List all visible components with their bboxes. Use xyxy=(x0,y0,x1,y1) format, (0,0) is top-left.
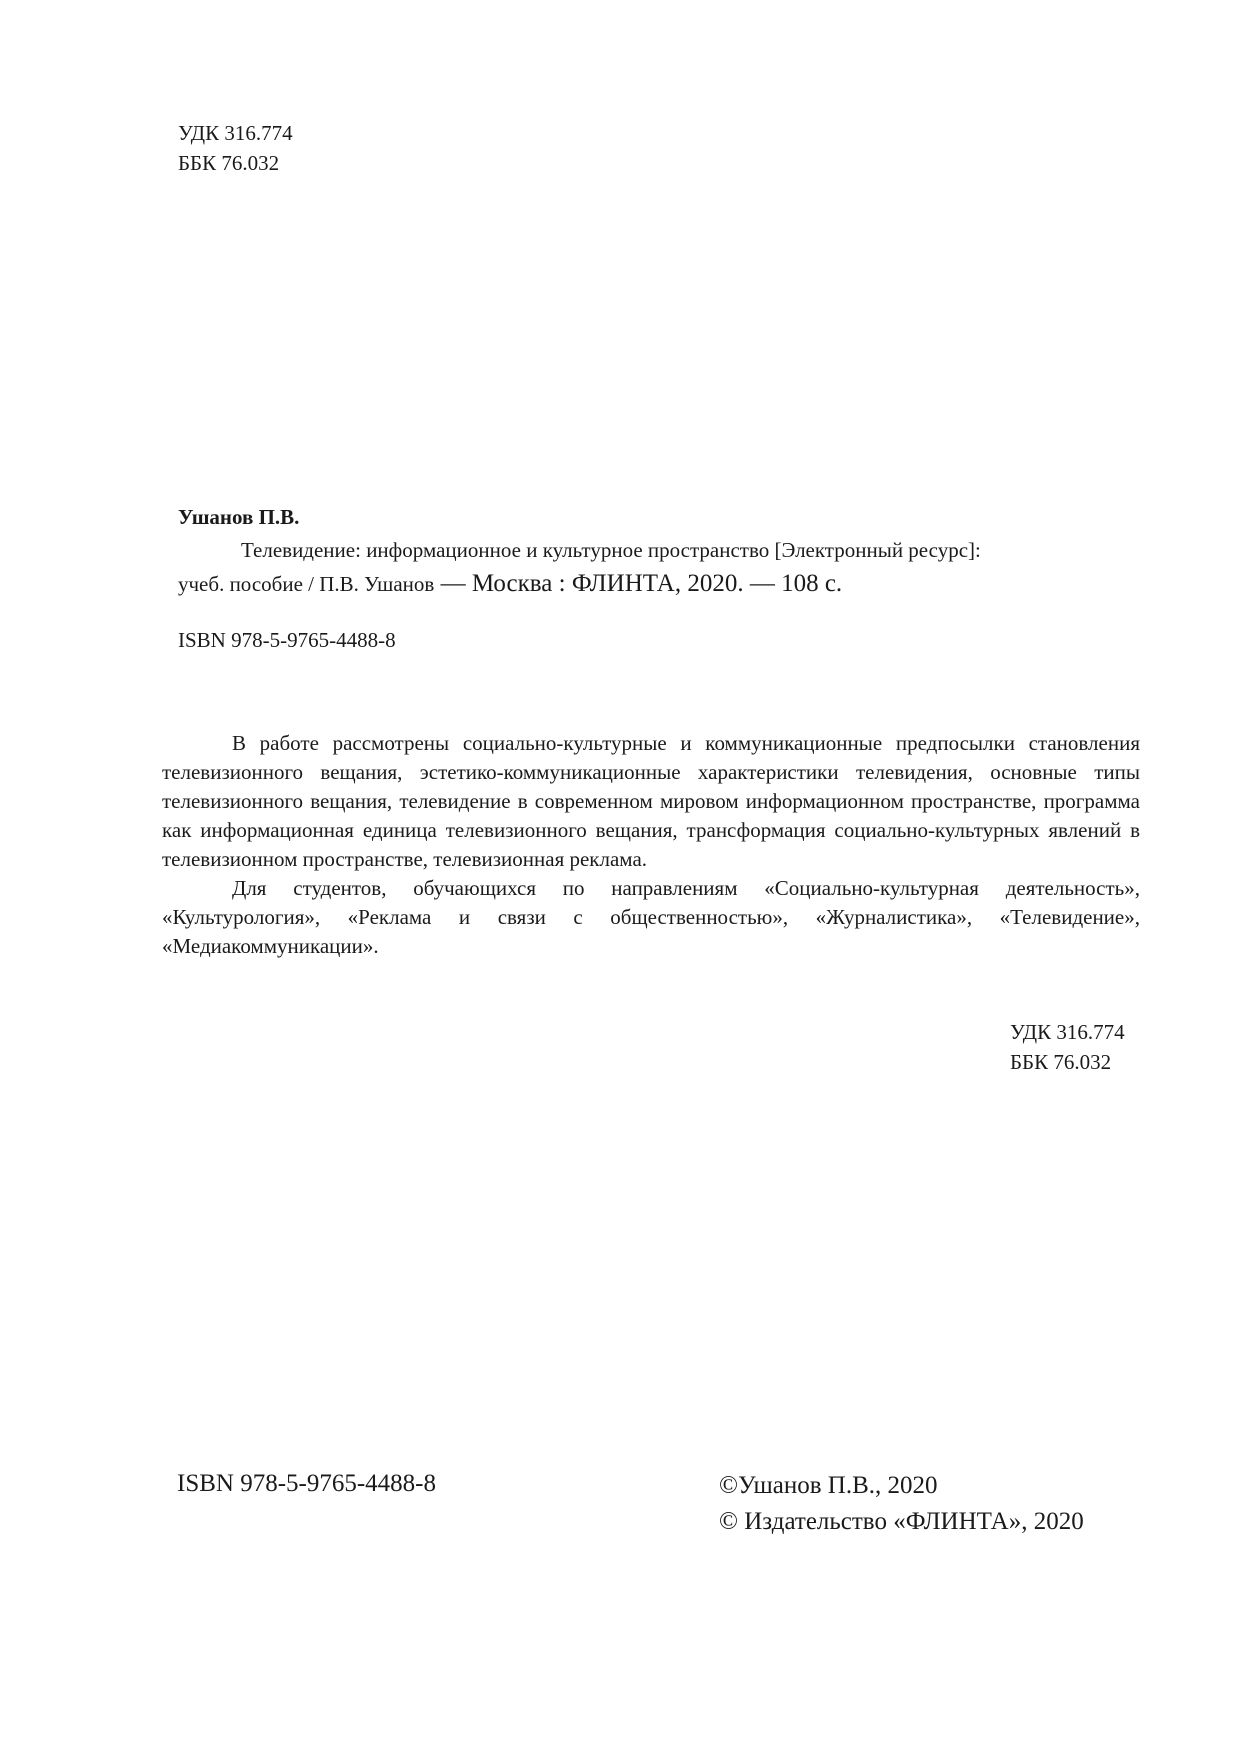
publication-line xyxy=(178,567,1140,601)
udk-code: УДК 316.774 xyxy=(178,121,293,145)
bibliographic-description xyxy=(178,533,1140,601)
publication-imprint: — Москва : ФЛИНТА, 2020. — 108 с. xyxy=(434,570,843,597)
author-name: Ушанов П.В. xyxy=(178,505,300,529)
title-line: Телевидение: информационное и культурное пространство [Электронный ресурс]: xyxy=(241,538,981,562)
publication-type: учеб. пособие / П.В. Ушанов xyxy=(178,572,435,596)
bbk-code-right: ББК 76.032 xyxy=(1010,1050,1112,1074)
copyright-author: ©Ушанов П.В., 2020 xyxy=(719,1472,938,1499)
top-classification xyxy=(178,118,293,178)
copyright-publisher: © Издательство «ФЛИНТА», 2020 xyxy=(719,1508,1084,1535)
bbk-code: ББК 76.032 xyxy=(178,151,280,175)
isbn-footer: ISBN 978-5-9765-4488-8 xyxy=(177,1470,437,1497)
isbn-record: ISBN 978-5-9765-4488-8 xyxy=(178,628,396,652)
audience-paragraph: Для студентов, обучающихся по направлениям «Социально-культурная деятельность», «Культурология», «Реклама и связи с общественностью», «Журналистика», «Телевидение», «Медиакоммуникации». xyxy=(162,876,1140,958)
copyright-block xyxy=(719,1468,1084,1540)
annotation-paragraph: В работе рассмотрены социально-культурные и коммуникационные предпосылки становления телевизионного вещания, эстетико-коммуникационные характеристики телевидения, основные типы телевизионного вещания, телевидение в современном мировом информационном пространстве, программа как информационная единица телевизионного вещания, трансформация социально-культурных явлений в телевизионном пространстве, телевизионная реклама. xyxy=(162,731,1140,871)
udk-code-right: УДК 316.774 xyxy=(1010,1020,1125,1044)
right-classification xyxy=(1010,1017,1125,1077)
annotation xyxy=(162,729,1140,961)
